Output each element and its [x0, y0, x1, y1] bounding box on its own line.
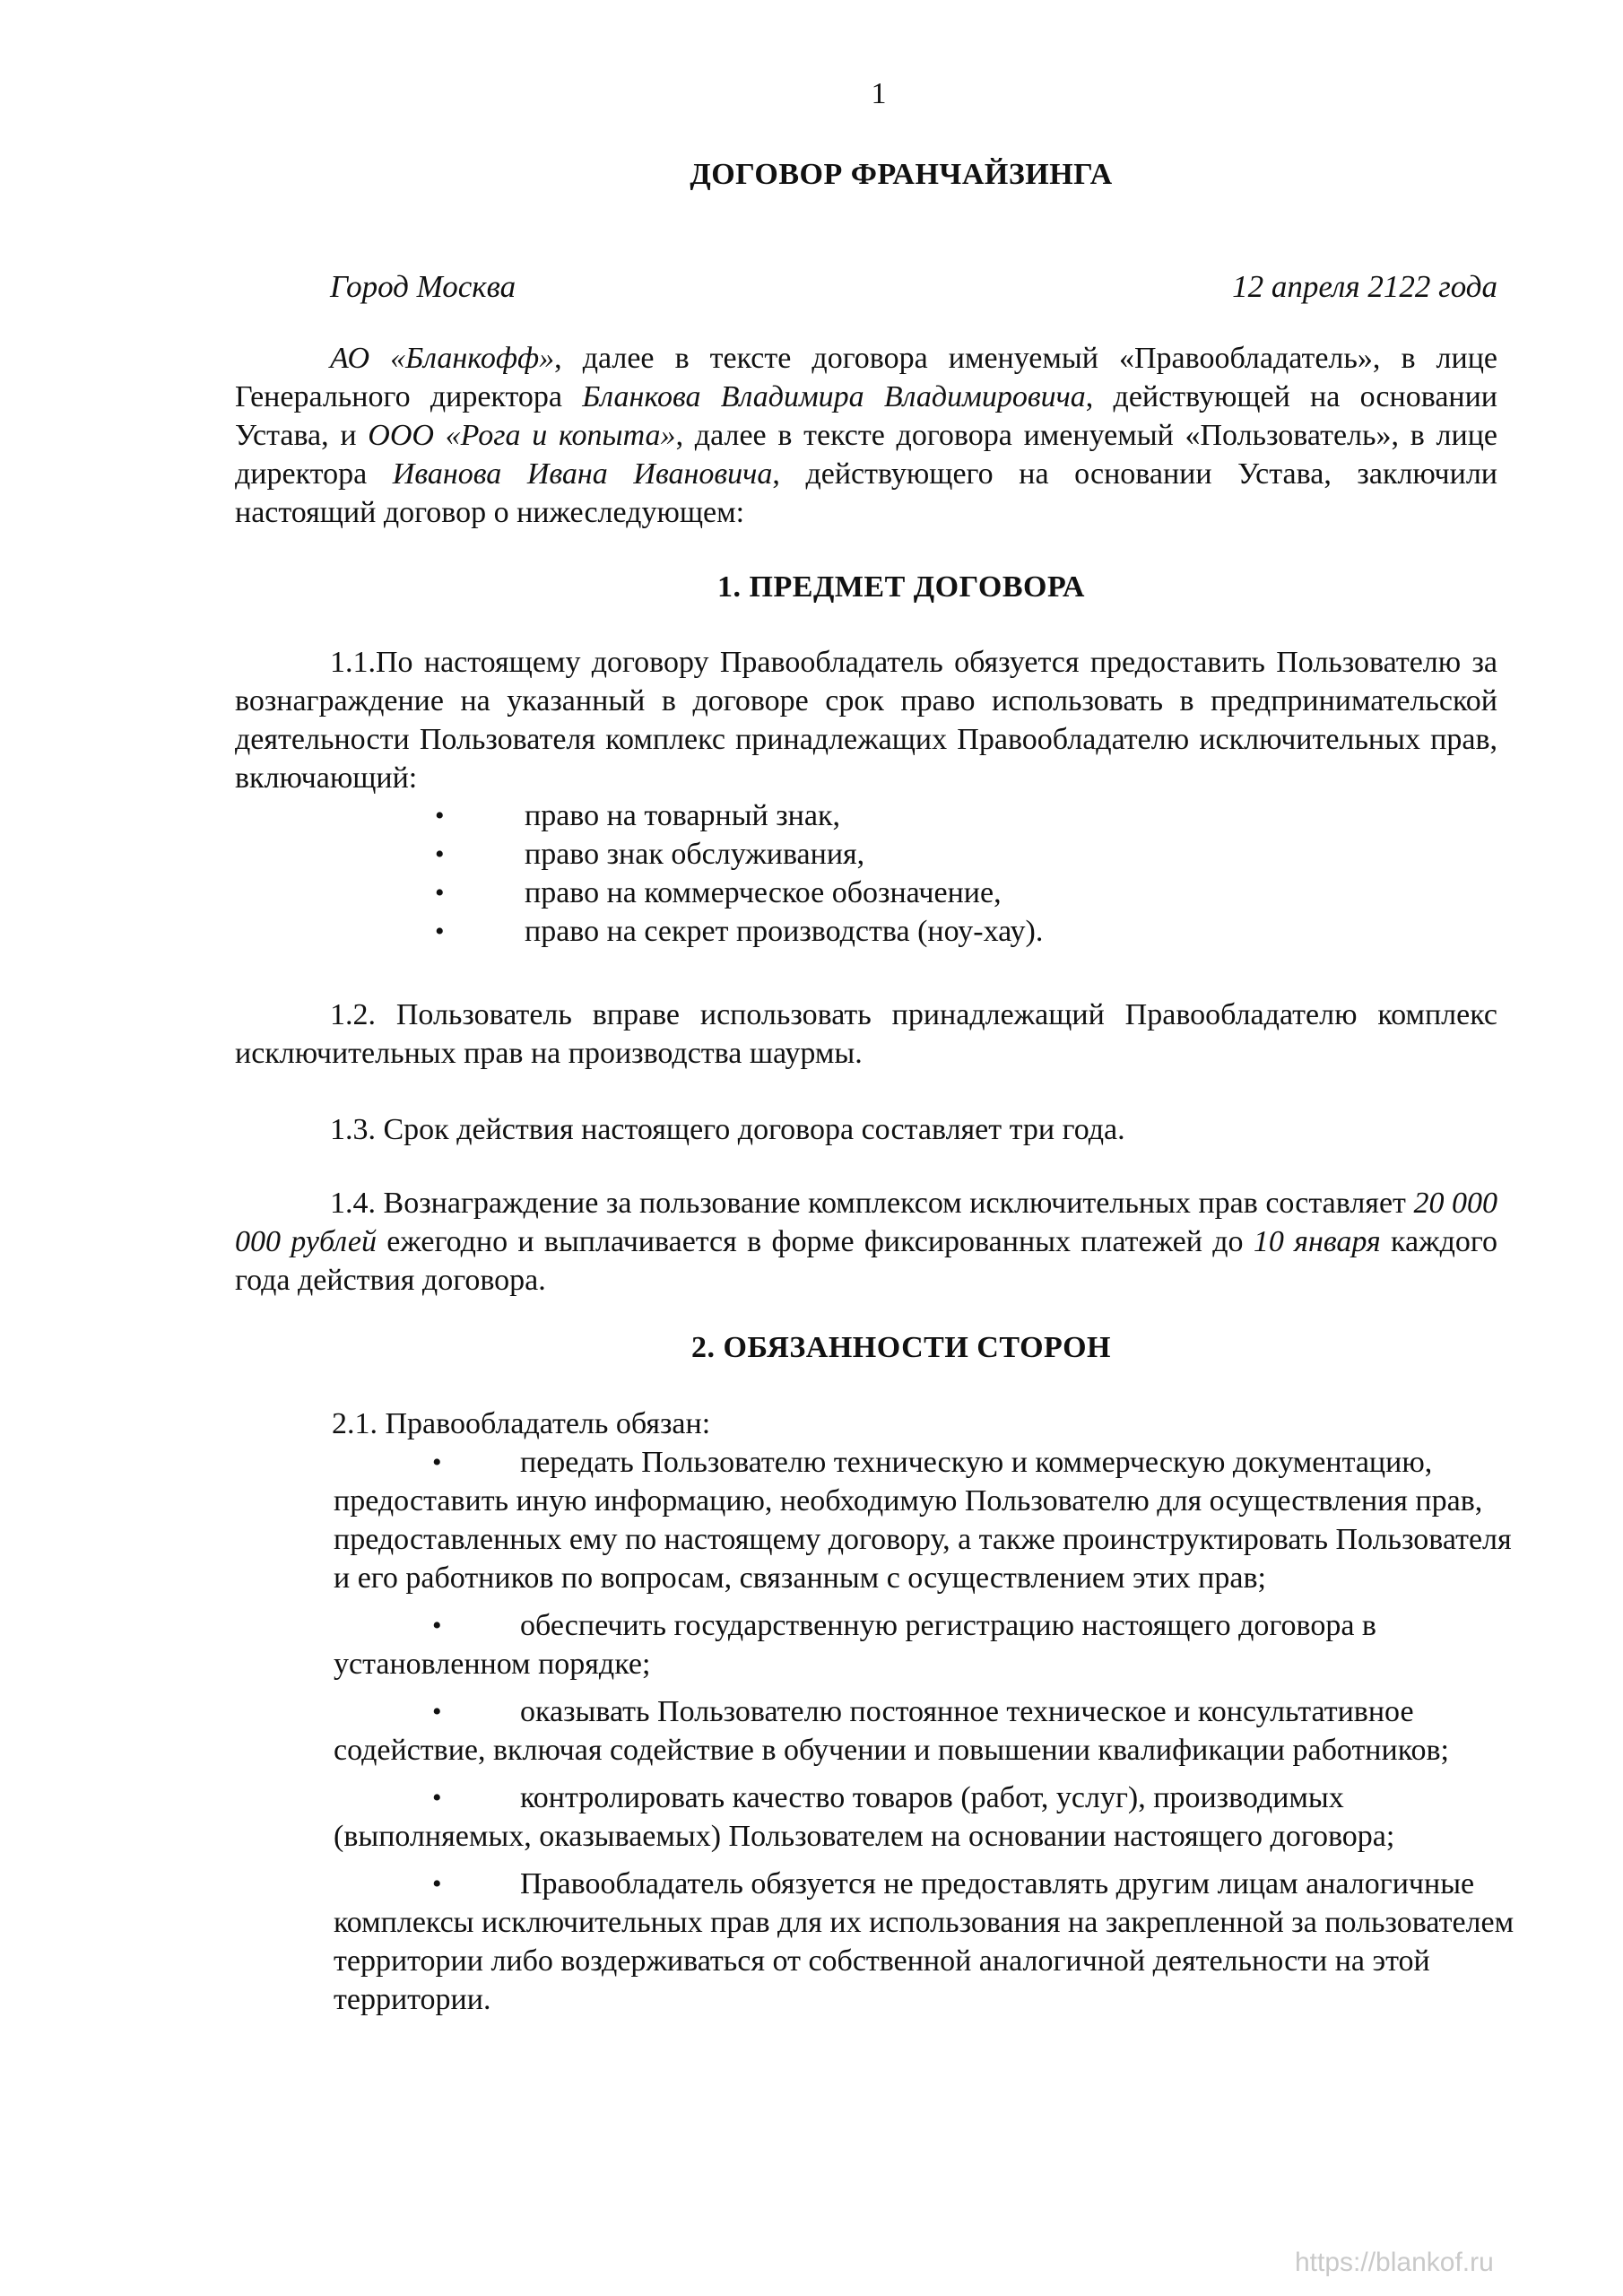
- list-item-text: право на коммерческое обозначение,: [525, 876, 1002, 909]
- bullet-icon: •: [432, 1697, 442, 1726]
- list-item-text: право на товарный знак,: [525, 799, 840, 832]
- intro-text-2: , действующей на основании Устава, и: [235, 380, 1497, 452]
- party-1-name: АО «Бланкофф»: [330, 342, 555, 375]
- clause-1-1: [235, 643, 1497, 797]
- clause-2-1: [332, 1405, 1497, 1443]
- clause-1-2-text: 1.2. Пользователь вправе использовать принадлежащий Правообладателю комплекс исключительных прав на производства шаурмы.: [235, 998, 1497, 1070]
- contract-date: 12 апреля 2122 года: [1232, 269, 1497, 304]
- clause-1-4-text-1: 1.4. Вознаграждение за пользование комплексом исключительных прав составляет: [330, 1187, 1414, 1220]
- city: Город Москва: [330, 269, 516, 304]
- section-1-title: 1. ПРЕДМЕТ ДОГОВОРА: [717, 570, 1085, 604]
- list-item: [334, 1865, 1526, 2019]
- list-item-text: Правообладатель обязуется не предоставлять другим лицам аналогичные комплексы исключительных прав для их использования на закрепленной за пользователем территории либо воздерживаться от собственной аналогичной деятельности на этой территории.: [334, 1867, 1515, 2016]
- clause-1-4-text-2: ежегодно и выплачивается в форме фиксированных платежей до: [376, 1225, 1254, 1258]
- bullet-icon: •: [435, 917, 445, 946]
- payment-deadline: 10 января: [1253, 1225, 1381, 1258]
- list-item: [334, 1443, 1526, 1597]
- party-2-name: ООО «Рога и копыта»: [368, 419, 676, 452]
- list-item: [334, 1779, 1526, 1856]
- bullet-icon: •: [432, 1611, 442, 1640]
- bullet-icon: •: [435, 839, 445, 869]
- party-1-director: Бланкова Владимира Владимировича: [582, 380, 1086, 413]
- intro-text-4: , действующего на основании Устава, заключили настоящий договор о нижеследующем:: [235, 457, 1497, 529]
- bullet-icon: •: [432, 1783, 442, 1813]
- intro-text-1: , далее в тексте договора именуемый «Правообладатель», в лице Генерального директора: [235, 342, 1498, 413]
- clause-1-4: [235, 1184, 1497, 1300]
- clause-1-4-text-3: каждого года действия договора.: [235, 1225, 1497, 1297]
- intro-paragraph: [235, 339, 1497, 532]
- list-item-text: право на секрет производства (ноу-хау).: [525, 915, 1044, 948]
- bullet-icon: •: [432, 1448, 442, 1477]
- list-item-text: контролировать качество товаров (работ, услуг), производимых (выполняемых, оказываемых) Пользователем на основании настоящего договора;: [334, 1781, 1395, 1853]
- list-item: [334, 1606, 1526, 1683]
- list-item-text: обеспечить государственную регистрацию настоящего договора в установленном порядке;: [334, 1609, 1376, 1681]
- document-title: ДОГОВОР ФРАНЧАЙЗИНГА: [690, 158, 1113, 191]
- clause-2-1-text: 2.1. Правообладатель обязан:: [332, 1407, 711, 1440]
- list-item-text: право знак обслуживания,: [525, 838, 865, 871]
- party-2-director: Иванова Ивана Ивановича: [392, 457, 773, 491]
- bullet-icon: •: [435, 801, 445, 831]
- list-item-text: оказывать Пользователю постоянное техническое и консультативное содействие, включая содействие в обучении и повышении квалификации работников;: [334, 1695, 1449, 1767]
- page-number: 1: [871, 77, 887, 110]
- clause-1-2: [235, 996, 1497, 1073]
- clause-1-3: [235, 1110, 1497, 1149]
- clause-1-3-text: 1.3. Срок действия настоящего договора составляет три года.: [330, 1113, 1125, 1146]
- clause-2-1-list: [334, 1443, 1526, 2019]
- intro-text-3: , далее в тексте договора именуемый «Пользователь», в лице директора: [235, 419, 1497, 491]
- clause-1-1-text: 1.1.По настоящему договору Правообладатель обязуется предоставить Пользователю за вознаграждение на указанный в договоре срок право использовать в предпринимательской деятельности Пользователя комплекс принадлежащих Правообладателю исключительных прав, включающий:: [235, 646, 1497, 795]
- fee-amount: 20 000 000 рублей: [235, 1187, 1498, 1258]
- list-item-text: передать Пользователю техническую и коммерческую документацию, предоставить иную информацию, необходимую Пользователю для осуществления прав, предоставленных ему по настоящему договору, а также проинструктировать Пользователя и его работников по вопросам, связанным с осуществлением этих прав;: [334, 1446, 1512, 1595]
- section-2-title: 2. ОБЯЗАННОСТИ СТОРОН: [691, 1331, 1111, 1364]
- list-item: [334, 1692, 1526, 1770]
- bullet-icon: •: [432, 1869, 442, 1899]
- watermark-link[interactable]: https://blankof.ru: [1295, 2248, 1494, 2277]
- bullet-icon: •: [435, 878, 445, 908]
